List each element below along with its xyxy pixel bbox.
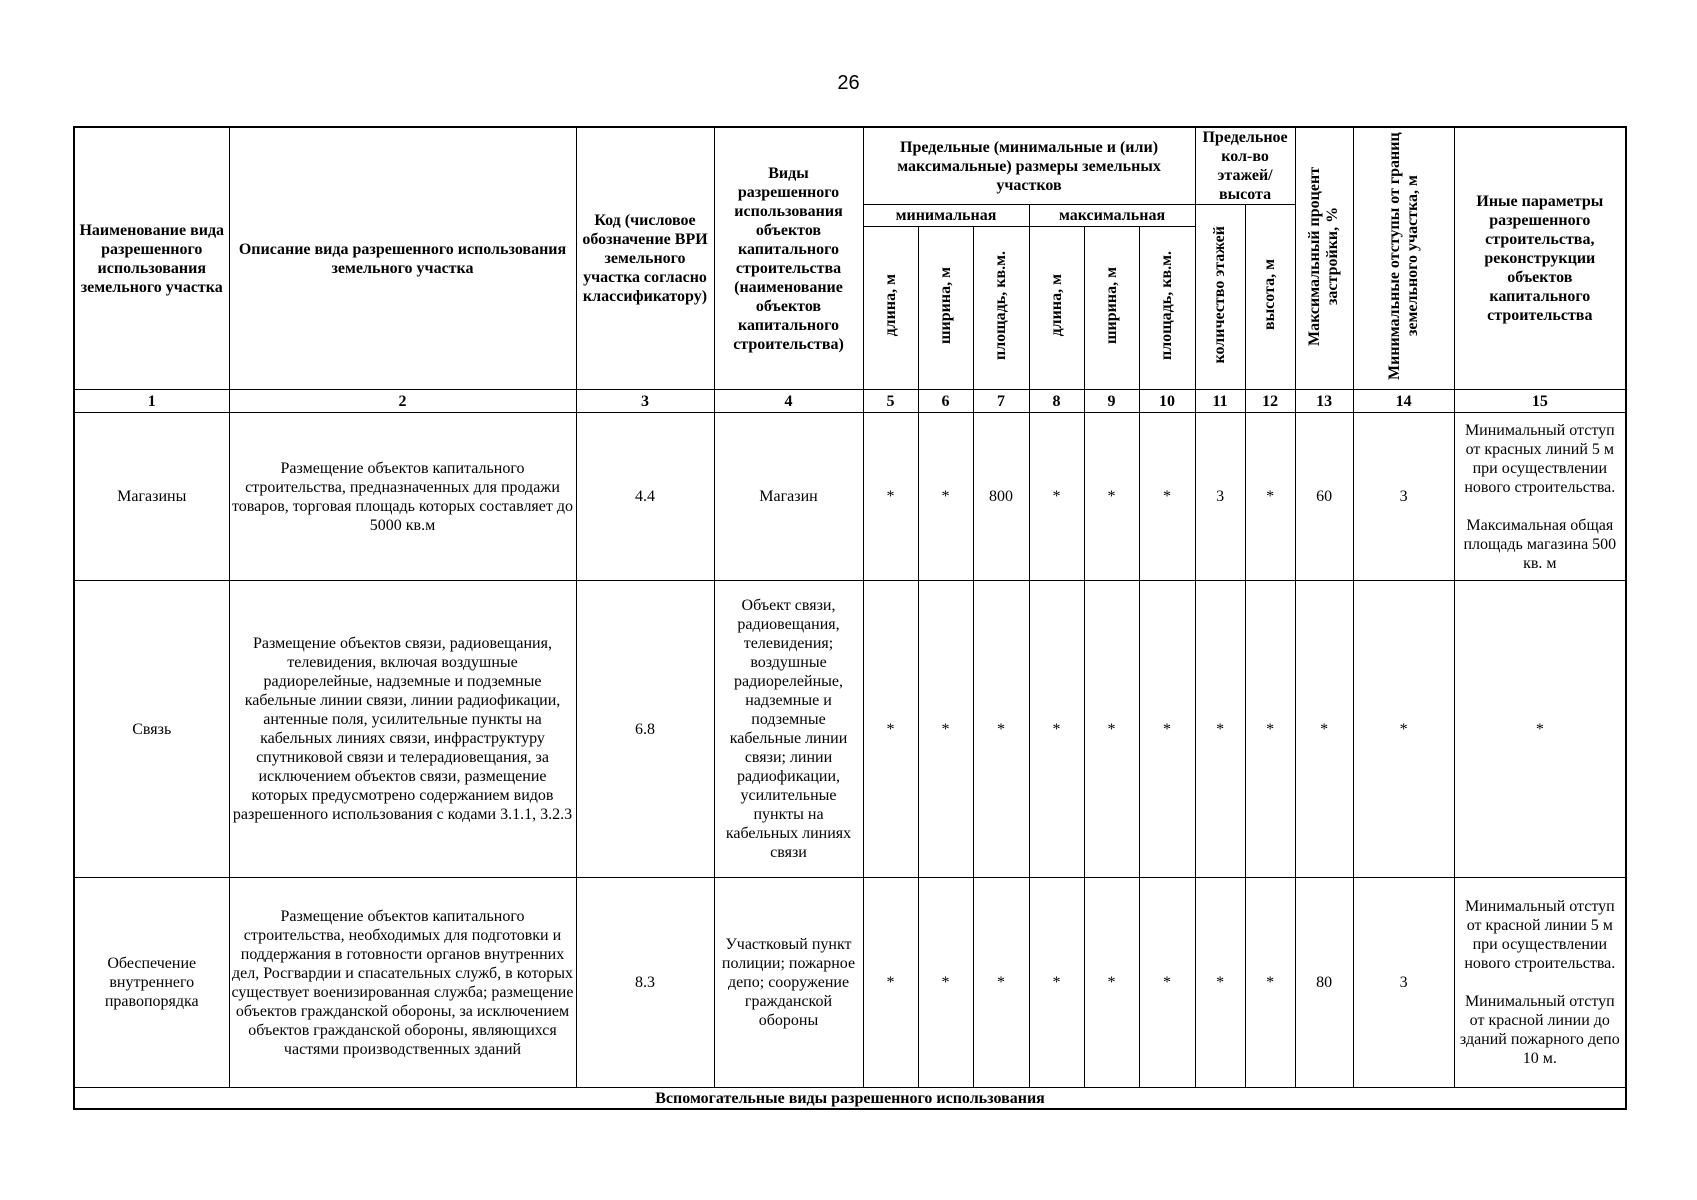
min-setback: 3: [1353, 878, 1454, 1088]
header-max-width-label: ширина, м: [1102, 267, 1120, 344]
column-number: 6: [918, 390, 973, 413]
min-setback: 3: [1353, 413, 1454, 581]
max-area: *: [1139, 413, 1195, 581]
use-objects: Магазин: [714, 413, 863, 581]
max-area: *: [1139, 581, 1195, 878]
header-min-area-label: площадь, кв.м.: [992, 250, 1009, 360]
table-row: [74, 878, 1626, 1088]
min-length: *: [863, 581, 918, 878]
use-name: Магазины: [74, 413, 229, 581]
other-params: *: [1454, 581, 1626, 878]
floors: *: [1195, 581, 1245, 878]
column-number: 5: [863, 390, 918, 413]
header-max-area-label: площадь, кв.м.: [1158, 250, 1176, 360]
use-code: 4.4: [576, 413, 714, 581]
column-number: 11: [1195, 390, 1245, 413]
use-name: Связь: [74, 581, 229, 878]
min-width: *: [918, 413, 973, 581]
header-maximal: максимальная: [1029, 205, 1195, 227]
min-area: *: [973, 878, 1029, 1088]
header-min-setback-label: Минимальные отступы от границ земельного участка, м: [1385, 132, 1421, 380]
header-floors-label: количество этажей: [1211, 225, 1229, 364]
max-length: *: [1029, 581, 1084, 878]
max-percent: 80: [1295, 878, 1353, 1088]
header-size-limits: Предельные (минимальные и (или) максимальные) размеры земельных участков: [863, 127, 1195, 205]
use-code: 8.3: [576, 878, 714, 1088]
table-row: [74, 413, 1626, 581]
min-width: *: [918, 878, 973, 1088]
use-name: Обеспечение внутреннего правопорядка: [74, 878, 229, 1088]
column-number: 3: [576, 390, 714, 413]
max-length: *: [1029, 878, 1084, 1088]
header-min-setback: [1353, 127, 1454, 390]
section-footer-row: [74, 1088, 1626, 1110]
column-number: 13: [1295, 390, 1353, 413]
column-number: 12: [1245, 390, 1295, 413]
max-width: *: [1084, 878, 1139, 1088]
other-params: Минимальный отступ от красных линий 5 м при осуществлении нового строительства. Максимальная общая площадь магазина 500 кв. м: [1454, 413, 1626, 581]
max-width: *: [1084, 413, 1139, 581]
min-area: 800: [973, 413, 1029, 581]
max-length: *: [1029, 413, 1084, 581]
height: *: [1245, 413, 1295, 581]
max-area: *: [1139, 878, 1195, 1088]
header-floors: [1195, 205, 1245, 390]
header-max-area: [1139, 227, 1195, 390]
use-description: Размещение объектов связи, радиовещания, телевидения, включая воздушные радиорелейные, надземные и подземные кабельные линии связи, линии радиофикации, антенные поля, усилительные пункты на кабельных линиях связи, инфраструктуру спутниковой связи и телерадиовещания, за исключением объектов связи, размещение которых предусмотрено содержанием видов разрешенного использования с кодами 3.1.1, 3.2.3: [229, 581, 576, 878]
header-max-percent-label: Максимальный процент застройки, %: [1306, 166, 1342, 346]
use-objects: Участковый пункт полиции; пожарное депо; сооружение гражданской обороны: [714, 878, 863, 1088]
header-max-width: [1084, 227, 1139, 390]
header-min-width-label: ширина, м: [936, 267, 954, 344]
other-params: Минимальный отступ от красной линии 5 м при осуществлении нового строительства. Минимальный отступ от красной линии до зданий пожарного депо 10 м.: [1454, 878, 1626, 1088]
header-max-length: [1029, 227, 1084, 390]
use-description: Размещение объектов капитального строительства, предназначенных для продажи товаров, торговая площадь которых составляет до 5000 кв.м: [229, 413, 576, 581]
column-numbers-row: [74, 390, 1626, 413]
page-number: 26: [837, 72, 860, 94]
min-length: *: [863, 878, 918, 1088]
header-other-params: Иные параметры разрешенного строительства, реконструкции объектов капитального строительства: [1454, 127, 1626, 390]
column-number: 15: [1454, 390, 1626, 413]
header-min-length-label: длина, м: [881, 274, 899, 337]
header-min-area: [973, 227, 1029, 390]
use-code: 6.8: [576, 581, 714, 878]
min-width: *: [918, 581, 973, 878]
min-area: *: [973, 581, 1029, 878]
min-setback: *: [1353, 581, 1454, 878]
table-row: [74, 581, 1626, 878]
column-number: 9: [1084, 390, 1139, 413]
column-number: 8: [1029, 390, 1084, 413]
height: *: [1245, 878, 1295, 1088]
floors: *: [1195, 878, 1245, 1088]
column-number: 1: [74, 390, 229, 413]
column-number: 14: [1353, 390, 1454, 413]
header-max-length-label: длина, м: [1047, 274, 1065, 337]
header-height-label: высота, м: [1261, 259, 1279, 330]
max-percent: *: [1295, 581, 1353, 878]
max-percent: 60: [1295, 413, 1353, 581]
column-number: 4: [714, 390, 863, 413]
header-name: Наименование вида разрешенного использования земельного участка: [74, 127, 229, 390]
header-description: Описание вида разрешенного использования земельного участка: [229, 127, 576, 390]
zoning-regulations-table: [73, 126, 1627, 1110]
use-objects: Объект связи, радиовещания, телевидения; воздушные радиорелейные, надземные и подземные кабельные линии связи; линии радиофикации, усилительные пункты на кабельных линиях связи: [714, 581, 863, 878]
min-length: *: [863, 413, 918, 581]
header-minimal: минимальная: [863, 205, 1029, 227]
use-description: Размещение объектов капитального строительства, необходимых для подготовки и поддержания в готовности органов внутренних дел, Росгвардии и спасательных служб, в которых существует военизированная служба; размещение объектов гражданской обороны, за исключением объектов гражданской обороны, являющихся частями производственных зданий: [229, 878, 576, 1088]
column-number: 7: [973, 390, 1029, 413]
column-number: 2: [229, 390, 576, 413]
column-number: 10: [1139, 390, 1195, 413]
header-max-percent: [1295, 127, 1353, 390]
header-min-width: [918, 227, 973, 390]
header-height: [1245, 205, 1295, 390]
header-floors-group: Предельное кол-во этажей/ высота: [1195, 127, 1295, 205]
header-row-1: [74, 127, 1626, 205]
header-min-length: [863, 227, 918, 390]
max-width: *: [1084, 581, 1139, 878]
auxiliary-uses-heading: Вспомогательные виды разрешенного использования: [74, 1088, 1626, 1110]
header-code: Код (числовое обозначение ВРИ земельного участка согласно классификатору): [576, 127, 714, 390]
height: *: [1245, 581, 1295, 878]
header-objects: Виды разрешенного использования объектов капитального строительства (наименование объектов капитального строительства): [714, 127, 863, 390]
floors: 3: [1195, 413, 1245, 581]
